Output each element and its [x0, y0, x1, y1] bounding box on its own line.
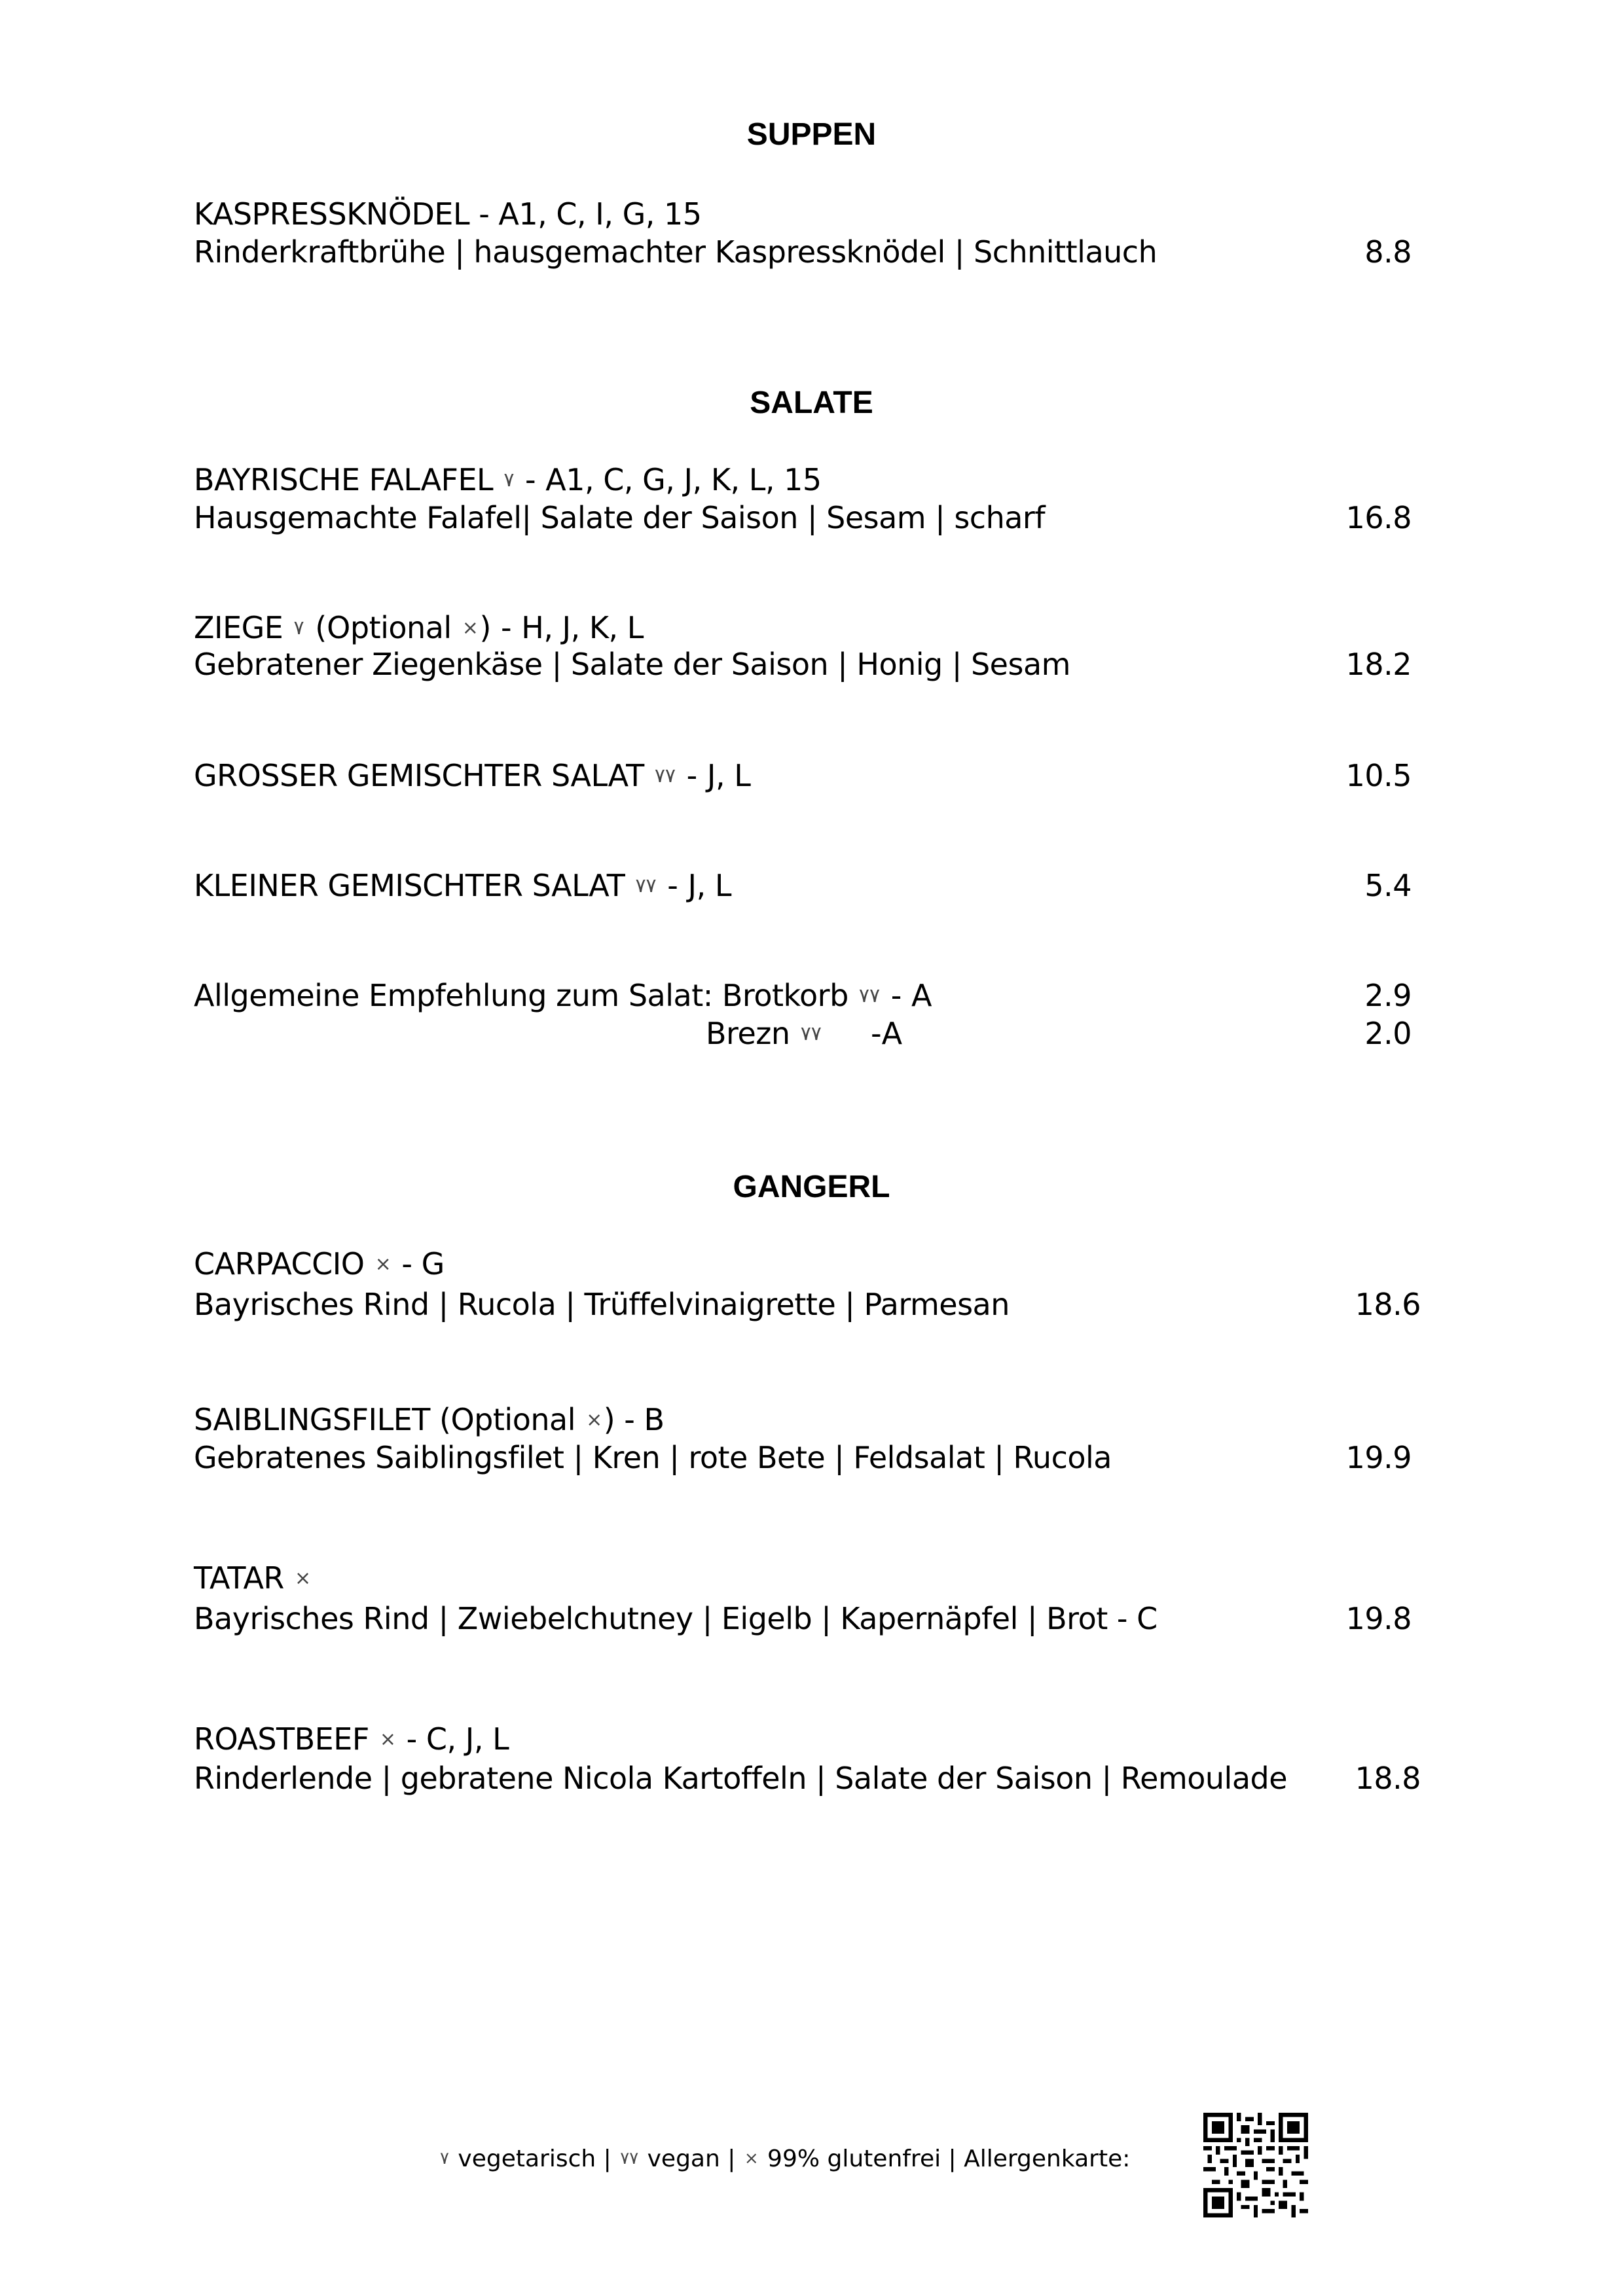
vegetarian-icon: ٧: [503, 469, 515, 492]
item-title-ziege: ZIEGE ٧ (Optional ⨯) - H, J, K, L: [194, 610, 644, 645]
price-brezn: 2.0: [1364, 1016, 1412, 1051]
item-desc-tatar: Bayrisches Rind | Zwiebelchutney | Eigelb | Kapernäpfel | Brot - C: [194, 1601, 1158, 1636]
price-roastbeef: 18.8: [1355, 1761, 1421, 1796]
item-title-carpaccio: CARPACCIO ⨯ - G: [194, 1246, 445, 1282]
vegan-icon: ٧٧: [654, 764, 676, 787]
gluten-free-icon: ⨯: [295, 1567, 311, 1590]
heading-suppen: SUPPEN: [746, 117, 877, 152]
price-saibling: 19.9: [1345, 1440, 1412, 1475]
vegan-icon: ٧٧: [635, 874, 657, 897]
item-title-saibling: SAIBLINGSFILET (Optional ⨯) - B: [194, 1402, 665, 1437]
gluten-free-icon: ⨯: [374, 1253, 392, 1276]
item-title-kleiner-salat: KLEINER GEMISCHTER SALAT ٧٧ - J, L: [194, 868, 731, 903]
item-desc-kaspressknoedel: Rinderkraftbrühe | hausgemachter Kaspressknödel | Schnittlauch: [194, 234, 1158, 270]
item-title-falafel: BAYRISCHE FALAFEL ٧ - A1, C, G, J, K, L, 15: [194, 462, 822, 497]
vegetarian-icon: ٧: [293, 617, 304, 639]
qr-code-icon[interactable]: [1203, 2113, 1308, 2217]
item-desc-roastbeef: Rinderlende | gebratene Nicola Kartoffeln | Salate der Saison | Remoulade: [194, 1761, 1288, 1796]
item-title-kaspressknoedel: KASPRESSKNÖDEL - A1, C, I, G, 15: [194, 196, 702, 232]
item-desc-ziege: Gebratener Ziegenkäse | Salate der Saison | Honig | Sesam: [194, 647, 1070, 682]
vegan-icon: ٧٧: [800, 1022, 822, 1045]
price-brotkorb: 2.9: [1364, 978, 1412, 1013]
item-title-tatar: TATAR ⨯: [194, 1560, 311, 1596]
item-desc-falafel: Hausgemachte Falafel| Salate der Saison | Sesam | scharf: [194, 500, 1046, 535]
gluten-free-icon: ⨯: [379, 1728, 396, 1751]
gluten-free-icon: ⨯: [586, 1408, 602, 1431]
item-title-roastbeef: ROASTBEEF ⨯ - C, J, L: [194, 1721, 509, 1757]
item-title-grosser-salat: GROSSER GEMISCHTER SALAT ٧٧ - J, L: [194, 758, 751, 793]
price-tatar: 19.8: [1345, 1601, 1412, 1636]
price-kleiner-salat: 5.4: [1364, 868, 1412, 903]
gluten-free-icon: ⨯: [462, 617, 479, 639]
legend: ٧ vegetarisch | ٧٧ vegan | ⨯ 99% glutenfrei | Allergenkarte:: [440, 2145, 1131, 2172]
price-kaspressknoedel: 8.8: [1364, 234, 1412, 270]
price-ziege: 18.2: [1345, 647, 1412, 682]
gluten-free-icon: ⨯: [744, 2149, 759, 2168]
item-empfehlung-brotkorb: Allgemeine Empfehlung zum Salat: Brotkorb ٧٧ - A: [194, 978, 932, 1013]
heading-salate: SALATE: [750, 386, 873, 420]
heading-gangerl: GANGERL: [733, 1170, 890, 1204]
item-desc-carpaccio: Bayrisches Rind | Rucola | Trüffelvinaigrette | Parmesan: [194, 1287, 1010, 1322]
vegetarian-icon: ٧: [440, 2149, 449, 2168]
price-grosser-salat: 10.5: [1345, 758, 1412, 793]
vegan-icon: ٧٧: [858, 984, 881, 1007]
price-falafel: 16.8: [1345, 500, 1412, 535]
item-brezn: Brezn ٧٧ -A: [706, 1016, 902, 1051]
item-desc-saibling: Gebratenes Saiblingsfilet | Kren | rote Bete | Feldsalat | Rucola: [194, 1440, 1112, 1475]
price-carpaccio: 18.6: [1355, 1287, 1421, 1322]
vegan-icon: ٧٧: [620, 2149, 639, 2168]
